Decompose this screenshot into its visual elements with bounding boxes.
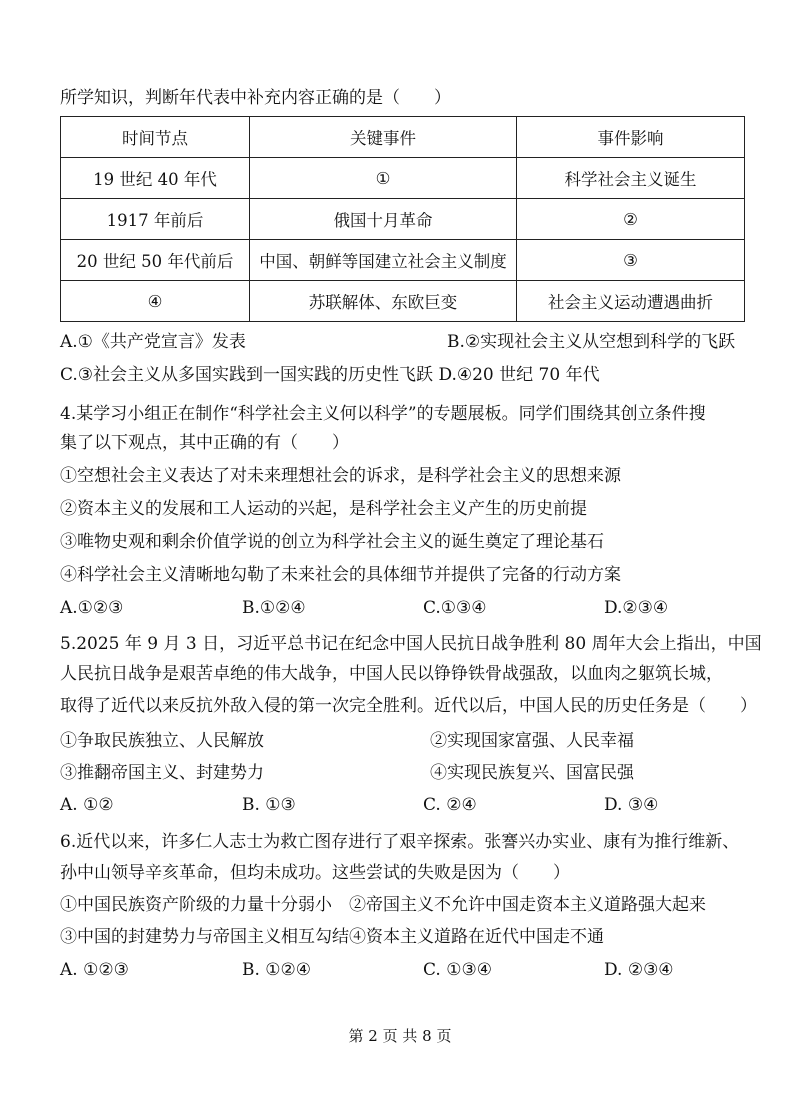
table-header-cell: 事件影响 xyxy=(517,117,745,158)
q4-statement-2: ②资本主义的发展和工人运动的兴起，是科学社会主义产生的历史前提 xyxy=(60,499,587,519)
table-row xyxy=(61,158,745,199)
q6-statements-line1: ①中国民族资产阶级的力量十分弱小 ②帝国主义不允许中国走资本主义道路强大起来 xyxy=(60,895,706,915)
q4-option-d: D.②③④ xyxy=(604,598,669,618)
q3-stem: 所学知识，判断年代表中补充内容正确的是（ ） xyxy=(60,88,451,108)
q4-stem-line2: 集了以下观点，其中正确的有（ ） xyxy=(60,433,349,453)
q6-option-a: A. ①②③ xyxy=(60,960,129,980)
q5-option-d: D. ③④ xyxy=(604,795,659,815)
table-cell: 20 世纪 50 年代前后 xyxy=(61,240,250,281)
table-row xyxy=(61,281,745,322)
table-cell: ③ xyxy=(517,240,745,281)
table-cell: 科学社会主义诞生 xyxy=(517,158,745,199)
q4-statement-3: ③唯物史观和剩余价值学说的创立为科学社会主义的诞生奠定了理论基石 xyxy=(60,532,604,552)
table-header-cell: 关键事件 xyxy=(250,117,517,158)
table-cell: 俄国十月革命 xyxy=(250,199,517,240)
table-header-cell: 时间节点 xyxy=(61,117,250,158)
table-cell: 19 世纪 40 年代 xyxy=(61,158,250,199)
q5-statement-2: ②实现国家富强、人民幸福 xyxy=(430,731,634,751)
q6-option-c: C. ①③④ xyxy=(423,960,492,980)
table-cell: ④ xyxy=(61,281,250,322)
q4-option-c: C.①③④ xyxy=(423,598,487,618)
q5-statement-3: ③推翻帝国主义、封建势力 xyxy=(60,763,264,783)
q3-option-a: A.①《共产党宣言》发表 xyxy=(60,332,246,352)
table-cell: 1917 年前后 xyxy=(61,199,250,240)
q4-option-b: B.①②④ xyxy=(242,598,306,618)
q3-option-cd: C.③社会主义从多国实践到一国实践的历史性飞跃 D.④20 世纪 70 年代 xyxy=(60,365,600,385)
table-cell: ① xyxy=(250,158,517,199)
table-cell: 苏联解体、东欧巨变 xyxy=(250,281,517,322)
q6-option-d: D. ②③④ xyxy=(604,960,674,980)
page-number-footer: 第 2 页 共 8 页 xyxy=(348,1027,452,1045)
q6-statements-line2: ③中国的封建势力与帝国主义相互勾结④资本主义道路在近代中国走不通 xyxy=(60,927,604,947)
q5-stem-line3: 取得了近代以来反抗外敌入侵的第一次完全胜利。近代以后，中国人民的历史任务是（ ） xyxy=(60,696,757,716)
q5-statement-1: ①争取民族独立、人民解放 xyxy=(60,731,264,751)
q5-option-c: C. ②④ xyxy=(423,795,477,815)
q4-stem-line1: 4.某学习小组正在制作“科学社会主义何以科学”的专题展板。同学们围绕其创立条件搜 xyxy=(60,404,706,424)
q4-statement-1: ①空想社会主义表达了对未来理想社会的诉求，是科学社会主义的思想来源 xyxy=(60,466,621,486)
table-row xyxy=(61,199,745,240)
q6-option-b: B. ①②④ xyxy=(242,960,312,980)
table-cell: 社会主义运动遭遇曲折 xyxy=(517,281,745,322)
q4-option-a: A.①②③ xyxy=(60,598,124,618)
q3-option-b: B.②实现社会主义从空想到科学的飞跃 xyxy=(447,332,736,352)
q4-statement-4: ④科学社会主义清晰地勾勒了未来社会的具体细节并提供了完备的行动方案 xyxy=(60,565,621,585)
table-header-row xyxy=(61,117,745,158)
q5-stem-line1: 5.2025 年 9 月 3 日，习近平总书记在纪念中国人民抗日战争胜利 80 周年大会上指出，中国 xyxy=(60,634,762,654)
q5-option-a: A. ①② xyxy=(60,795,114,815)
table-row xyxy=(61,240,745,281)
table-cell: 中国、朝鲜等国建立社会主义制度 xyxy=(250,240,517,281)
q5-option-b: B. ①③ xyxy=(242,795,296,815)
q6-stem-line1: 6.近代以来，许多仁人志士为救亡图存进行了艰辛探索。张謇兴办实业、康有为推行维新、 xyxy=(60,832,740,852)
table-cell: ② xyxy=(517,199,745,240)
q6-stem-line2: 孙中山领导辛亥革命，但均未成功。这些尝试的失败是因为（ ） xyxy=(60,863,570,883)
q5-stem-line2: 人民抗日战争是艰苦卓绝的伟大战争，中国人民以铮铮铁骨战强敌，以血肉之躯筑长城， xyxy=(60,664,723,684)
timeline-table xyxy=(60,116,745,322)
q5-statement-4: ④实现民族复兴、国富民强 xyxy=(430,763,634,783)
